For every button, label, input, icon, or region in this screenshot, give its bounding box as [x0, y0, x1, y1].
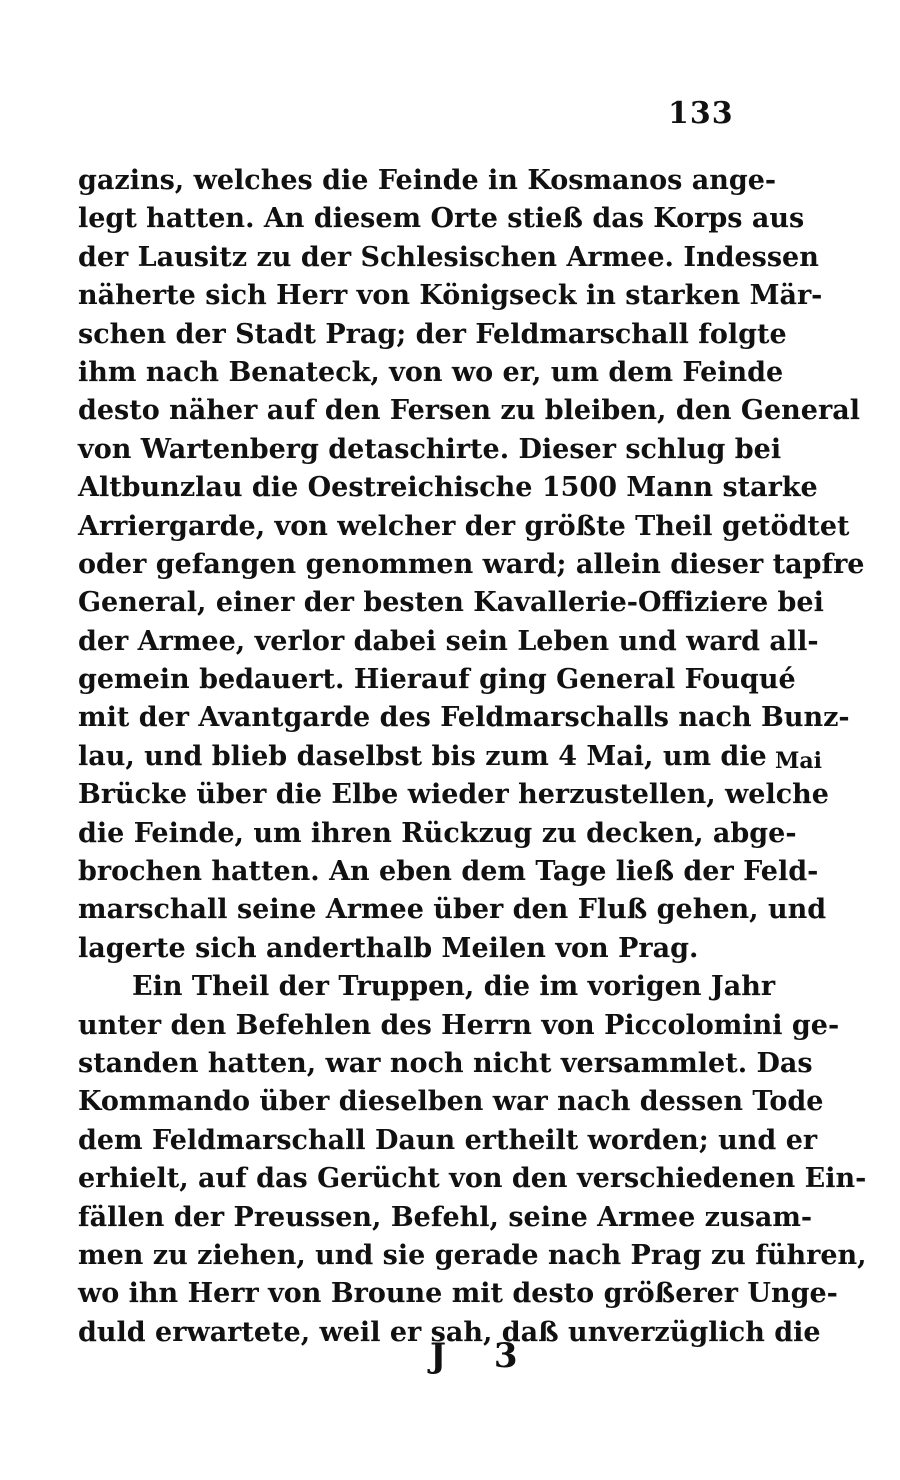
text-line: men zu ziehen, und sie gerade nach Prag zu führen,	[78, 1239, 867, 1271]
text-line: Brücke über die Elbe wieder herzustellen, welche	[78, 779, 829, 811]
text-line: standen hatten, war noch nicht versammlet. Das	[78, 1047, 813, 1079]
text-line: fällen der Preussen, Befehl, seine Armee zusam-	[78, 1201, 813, 1233]
text-line: näherte sich Herr von Königseck in starken Mär-	[78, 280, 823, 312]
text-line: legt hatten. An diesem Orte stieß das Korps aus	[78, 203, 805, 235]
text-line: Kommando über dieselben war nach dessen Tode	[78, 1086, 824, 1118]
text-line: der Armee, verlor dabei sein Leben und ward all-	[78, 625, 819, 657]
text-line: Altbunzlau die Oestreichische 1500 Mann starke	[78, 472, 818, 504]
text-line: wo ihn Herr von Broune mit desto größerer Unge-	[78, 1278, 838, 1310]
text-block	[78, 162, 867, 1352]
text-line: General, einer der besten Kavallerie-Offiziere bei	[78, 587, 824, 619]
text-line: ihm nach Benateck, von wo er, um dem Feinde	[78, 356, 784, 388]
text-line: unter den Befehlen des Herrn von Piccolomini ge-	[78, 1009, 840, 1041]
text-line: mit der Avantgarde des Feldmarschalls nach Bunz-	[78, 702, 850, 734]
paragraph-1	[78, 162, 865, 968]
text-line: oder gefangen genommen ward; allein dieser tapfre	[78, 548, 865, 580]
text-line: gazins, welches die Feinde in Kosmanos ange-	[78, 165, 777, 196]
text-line: brochen hatten. An eben dem Tage ließ der Feld-	[78, 856, 819, 888]
text-line: der Lausitz zu der Schlesischen Armee. Indessen	[78, 241, 819, 273]
text-line: von Wartenberg detaschirte. Dieser schlug bei	[78, 433, 782, 465]
text-line: desto näher auf den Fersen zu bleiben, den General	[78, 395, 860, 427]
text-line: duld erwartete, weil er sah, daß unverzüglich die	[78, 1316, 821, 1348]
text-line: Ein Theil der Truppen, die im vorigen Jahr	[132, 971, 776, 1003]
text-line: schen der Stadt Prag; der Feldmarschall folgte	[78, 318, 787, 350]
text-line: die Feinde, um ihren Rückzug zu decken, abge-	[78, 817, 797, 849]
paragraph-2	[78, 968, 867, 1352]
text-line: Arriergarde, von welcher der größte Theil getödtet	[78, 510, 850, 542]
margin-note: Mai	[775, 748, 822, 774]
text-line: marschall seine Armee über den Fluß gehen, und	[78, 894, 827, 926]
signature-mark: J 3	[430, 1336, 536, 1376]
text-line: dem Feldmarschall Daun ertheilt worden; und er	[78, 1124, 818, 1156]
text-line: lau, und blieb daselbst bis zum 4 Mai, um die	[78, 740, 767, 772]
page-number: 133	[668, 96, 734, 131]
text-line: lagerte sich anderthalb Meilen von Prag.	[78, 932, 699, 964]
text-line: gemein bedauert. Hierauf ging General Fouqué	[78, 664, 796, 696]
text-line: erhielt, auf das Gerücht von den verschiedenen Ein-	[78, 1163, 867, 1195]
